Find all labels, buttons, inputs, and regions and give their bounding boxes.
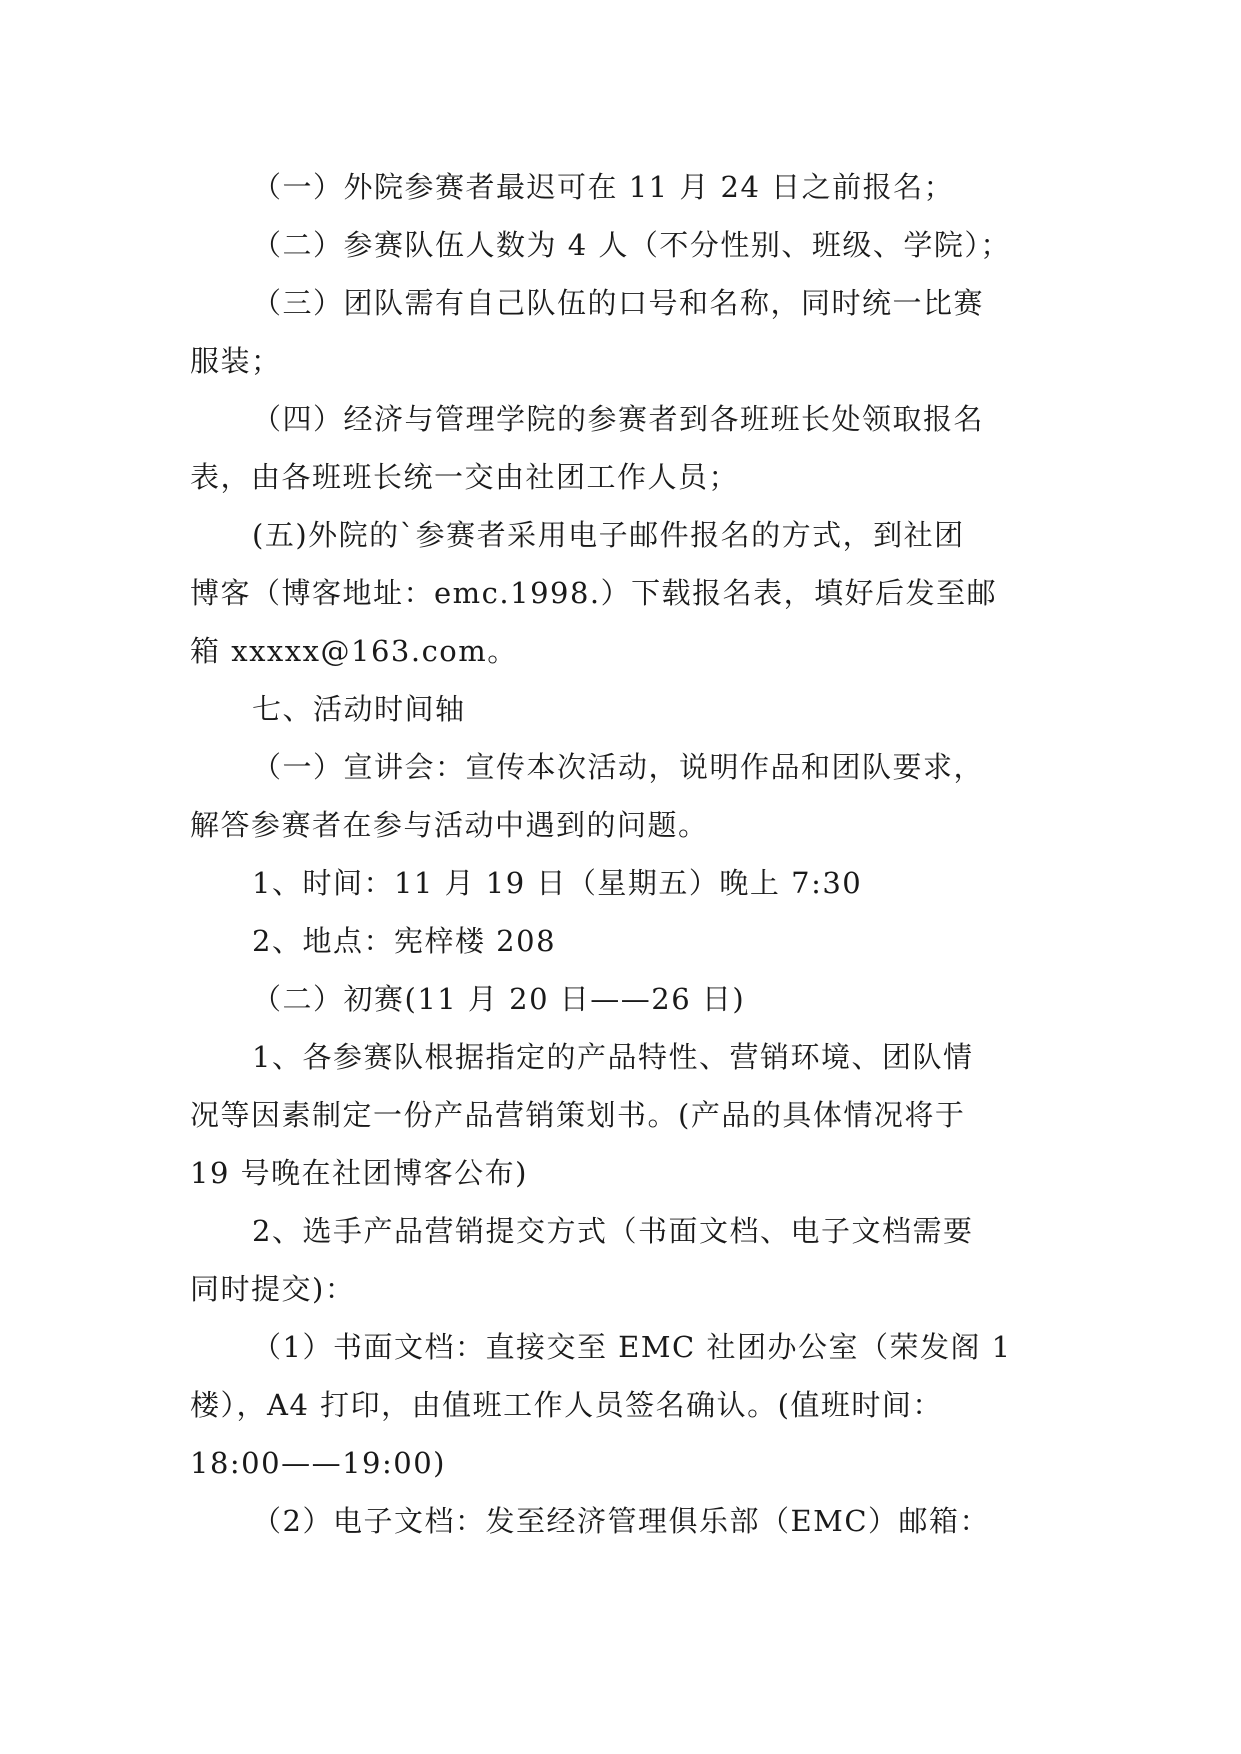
document-line: （二）初赛(11 月 20 日——26 日) (252, 982, 746, 1016)
document-line: (五)外院的`参赛者采用电子邮件报名的方式，到社团 (252, 518, 965, 552)
document-line: 19 号晚在社团博客公布) (190, 1156, 528, 1190)
document-line: 同时提交)： (190, 1272, 356, 1306)
document-line: （三）团队需有自己队伍的口号和名称，同时统一比赛 (252, 286, 985, 320)
document-line: （2）电子文档：发至经济管理俱乐部（EMC）邮箱： (252, 1504, 991, 1538)
document-line: 解答参赛者在参与活动中遇到的问题。 (190, 808, 709, 842)
document-line: （1）书面文档：直接交至 EMC 社团办公室（荣发阁 1 (252, 1330, 1012, 1364)
document-line: 博客（博客地址：emc.1998.）下载报名表，填好后发至邮 (190, 576, 998, 610)
document-line: 表，由各班班长统一交由社团工作人员； (190, 460, 740, 494)
document-line: 况等因素制定一份产品营销策划书。(产品的具体情况将于 (190, 1098, 966, 1132)
document-line: 2、地点：宪梓楼 208 (252, 924, 557, 958)
document-body (190, 158, 1050, 1550)
document-line: 服装； (190, 344, 282, 378)
document-line: （一）宣讲会：宣传本次活动，说明作品和团队要求， (252, 750, 985, 784)
document-line: （二）参赛队伍人数为 4 人（不分性别、班级、学院）； (252, 228, 1011, 262)
document-line: 七、活动时间轴 (252, 692, 466, 726)
document-line: 1、各参赛队根据指定的产品特性、营销环境、团队情 (252, 1040, 974, 1074)
document-line: （一）外院参赛者最迟可在 11 月 24 日之前报名； (252, 170, 955, 204)
document-line: 楼），A4 打印，由值班工作人员签名确认。(值班时间： (190, 1388, 943, 1422)
document-line: （四）经济与管理学院的参赛者到各班班长处领取报名 (252, 402, 985, 436)
document-line: 1、时间：11 月 19 日（星期五）晚上 7:30 (252, 866, 863, 900)
document-line: 18:00——19:00) (190, 1446, 446, 1480)
document-line: 2、选手产品营销提交方式（书面文档、电子文档需要 (252, 1214, 974, 1248)
document-line: 箱 xxxxx@163.com。 (190, 634, 518, 668)
